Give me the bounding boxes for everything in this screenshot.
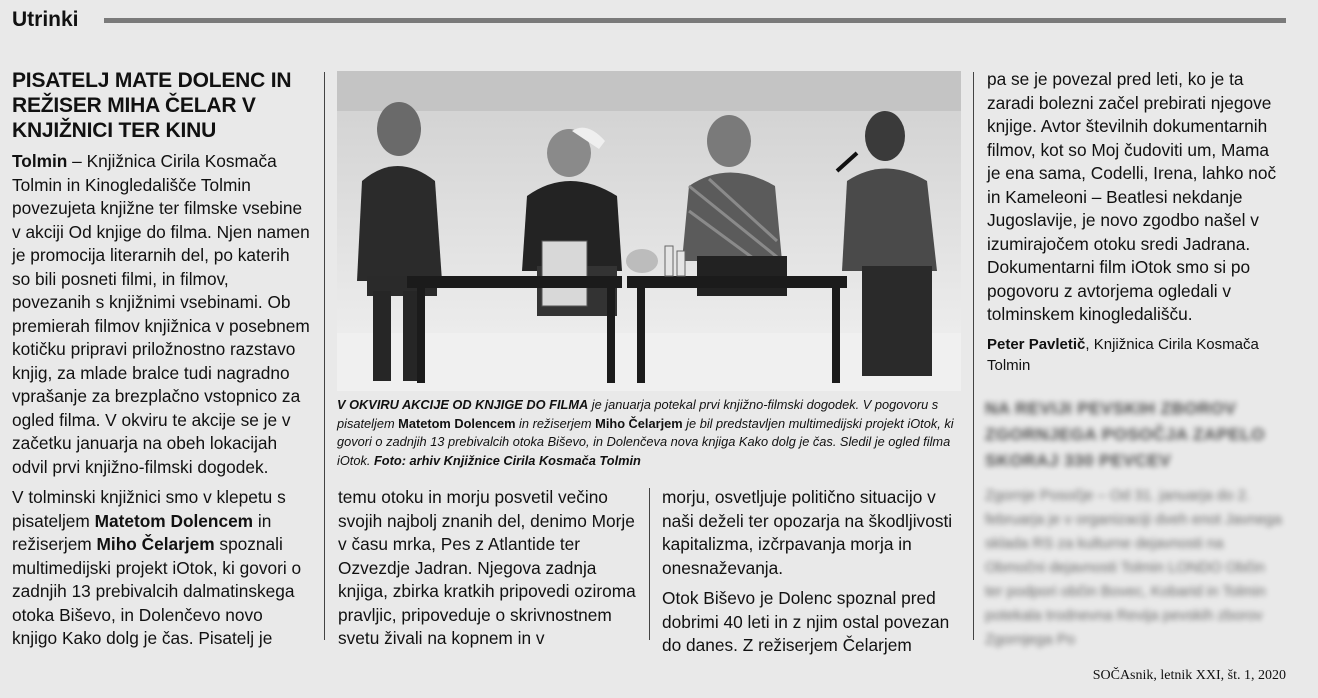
- column-divider-1: [324, 72, 325, 640]
- article-column-1: [12, 150, 312, 658]
- byline-affiliation: , Knjižnica Cirila Kosmača Tolmin: [987, 335, 1259, 374]
- event-photo-illustration: [337, 71, 961, 391]
- blurred-article-text: Zgornje Posočje – Od 31. januarja do 2. februarja je v organizaciji dveh enot Javnega sklada RS za kulturne dejavnosti na Območni dejavnosti Tolmin LONDO Občin ter podpori občin Bovec, Kobarid in Tolmin potekala trodnevna Revija pevskih zborov Zgornjega Po: [985, 487, 1282, 648]
- caption-name: Matetom Dolencem: [398, 415, 516, 431]
- article-paragraph-6: pa se je povezal pred leti, ko je ta zaradi bolezni začel prebirati njegove knjige. Avtor številnih dokumentarnih filmov, kot so Moj čudoviti um, Mama je ena sama, Codelli, Irena, lahko noč in Kameleoni – Beatlesi nekdanje Jugoslavije, je novo zgodbo našel v izumirajočem otoku sredi Jadrana. Dokumentarni film iOtok smo si po pogovoru z avtorjema ogledali v tolminskem kinogledališču.: [987, 69, 1277, 324]
- caption-text: in režiserjem: [515, 415, 596, 431]
- caption-text: je bil predstavljen multimedijski projekt iOtok, ki govori o zadnjih 13 prebivalcih otoka Biševo, in Dolenčeva nova knjiga Kako dolg je čas. Sledil je ogled filma iOtok.: [337, 415, 954, 468]
- article-headline: PISATELJ MATE DOLENC IN REŽISER MIHA ČELAR V KNJIŽNICI TER KINU: [12, 69, 292, 142]
- section-title: Utrinki: [12, 8, 79, 31]
- column-divider-3: [973, 72, 974, 640]
- paragraph-text: spoznali multimedijski projekt iOtok, ki govori o zadnjih 13 prebivalcih dalmatinskega otoka Biševo, in Dolenčevo novo knjigo Kako dolg je čas. Pisatelj je: [12, 534, 302, 648]
- event-photo: [337, 71, 961, 391]
- byline-name: Peter Pavletič: [987, 335, 1086, 353]
- article-paragraph-2: [12, 486, 312, 651]
- section-rule: [104, 18, 1286, 23]
- article-paragraph-1: [12, 150, 312, 479]
- blurred-article-title: NA REVIJI PEVSKIH ZBOROV ZGORNJEGA POSOČJA ZAPELO SKORAJ 330 PEVCEV: [985, 399, 1265, 470]
- person-name: Miho Čelarjem: [96, 534, 215, 554]
- article-byline: [987, 334, 1287, 376]
- column-divider-2: [649, 488, 650, 640]
- paragraph-text: in režiserjem: [12, 510, 272, 554]
- article-paragraph-5: Otok Biševo je Dolenc spoznal pred dobrimi 40 leti in z njim ostal povezan do danes. Z režiserjem Čelarjem: [662, 588, 950, 655]
- dateline-place: Tolmin: [12, 151, 68, 171]
- article-paragraph-3: temu otoku in morju posvetil večino svojih najbolj znanih del, denimo Morje v času mrka, Pes z Atlantide ter Ozvezdje Jadran. Njegova zadnja knjiga, zbirka kratkih pripovedi oziroma pravljic, pripoveduje o skrivnostnem svetu živali na kopnem in v: [338, 487, 636, 648]
- caption-text: je januarja potekal prvi knjižno-filmski dogodek. V pogovoru s pisateljem: [337, 397, 939, 431]
- paragraph-text: – Knjižnica Cirila Kosmača Tolmin in Kinogledališče Tolmin povezujeta knjižne ter filmske vsebine v akciji Od knjige do filma. Njen namen je promocija literarnih del, po katerih so bili posneti filmi, in filmov, povezanih s knjižnimi vsebinami. Ob premierah filmov knjižnica v posebnem kotičku pripravi priložnostno razstavo knjig, za mlade bralce tudi nagradno vprašanje za brezplačno vstopnico za ogled filma. V okviru te akcije se je v začetku januarja na obeh lokacijah odvil prvi knjižno-filmski dogodek.: [12, 151, 310, 477]
- article-column-3: [662, 486, 962, 665]
- person-name: Matetom Dolencem: [94, 510, 254, 531]
- caption-name: Miho Čelarjem: [595, 415, 683, 431]
- caption-lead: V OKVIRU AKCIJE OD KNJIGE DO FILMA: [337, 397, 589, 412]
- article-column-2: [338, 486, 638, 658]
- page-footer: SOČAsnik, letnik XXI, št. 1, 2020: [1092, 668, 1286, 683]
- paragraph-text: V tolminski knjižnici smo v klepetu s pisateljem: [12, 487, 286, 531]
- photo-credit: Foto: arhiv Knjižnice Cirila Kosmača Tolmin: [373, 452, 641, 468]
- article-paragraph-4: morju, osvetljuje politično situacijo v naši deželi ter opozarja na škodljivosti kapitalizma, izčrpavanja morja in onesnaževanja.: [662, 487, 953, 578]
- photo-caption: [337, 396, 961, 470]
- blurred-next-article: [985, 396, 1285, 646]
- article-column-4: [987, 68, 1287, 383]
